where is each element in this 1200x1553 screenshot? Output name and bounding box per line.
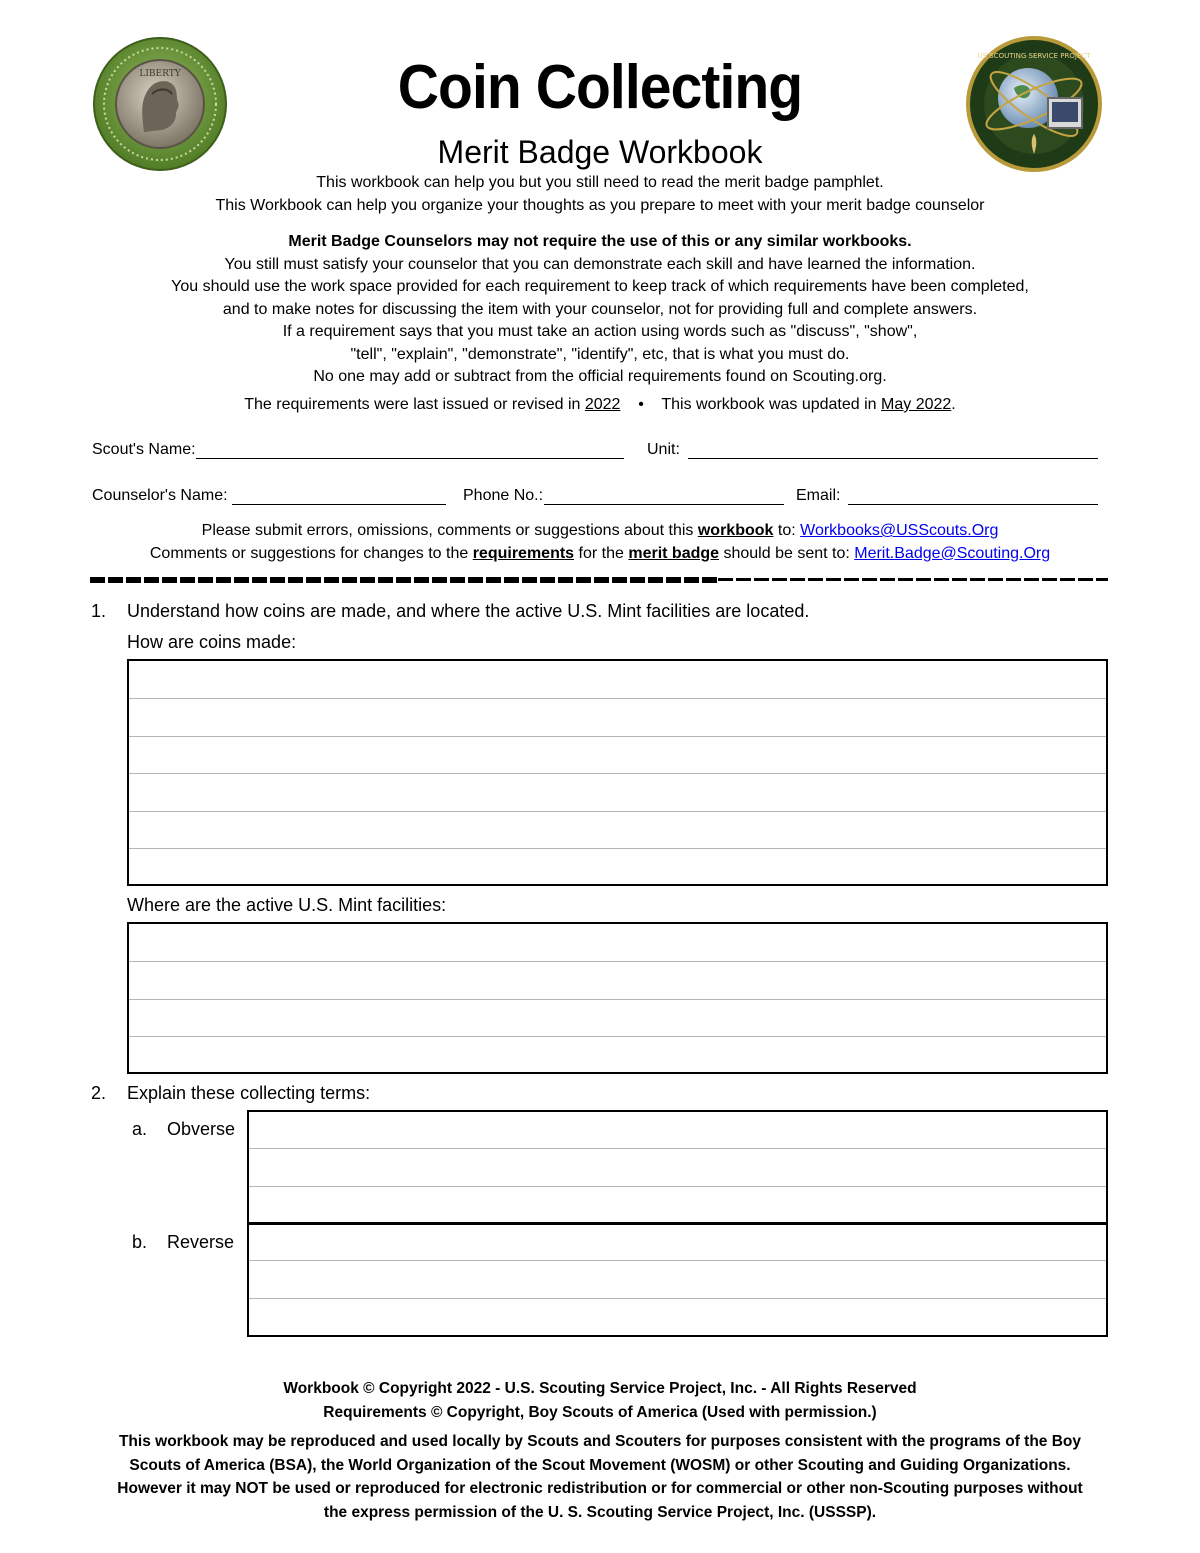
phone-field[interactable] xyxy=(544,504,784,505)
revised-year: 2022 xyxy=(584,396,621,413)
writing-line xyxy=(129,1036,1106,1037)
term-a-letter: a. xyxy=(132,1119,148,1139)
writing-line xyxy=(129,698,1106,699)
writing-line xyxy=(129,773,1106,774)
answer-box-obverse[interactable] xyxy=(247,1110,1108,1225)
requirement-2-number: 2. xyxy=(91,1083,107,1103)
writing-line xyxy=(129,999,1106,1000)
notice-heading: Merit Badge Counselors may not require the use of this or any similar workbooks. xyxy=(288,233,912,250)
intro-line: This Workbook can help you organize your thoughts as you prepare to meet with your merit badge counselor xyxy=(215,196,985,214)
requirement-1-question-2: Where are the active U.S. Mint facilities: xyxy=(127,895,447,915)
notice-line: and to make notes for discussing the item with your counselor, not for providing full and complete answers. xyxy=(222,300,978,318)
writing-line xyxy=(129,736,1106,737)
license-notice xyxy=(0,1430,1200,1524)
contact-line-workbook: Please submit errors, omissions, comments or suggestions about this workbook to: Workbooks@USScouts.Org xyxy=(201,522,999,539)
copyright-line: Workbook © Copyright 2022 - U.S. Scouting Service Project, Inc. - All Rights Reserved xyxy=(283,1380,917,1397)
email-label: Email: xyxy=(796,487,841,504)
writing-line xyxy=(129,961,1106,962)
unit-label: Unit: xyxy=(647,441,680,458)
answer-box-how-coins-made[interactable] xyxy=(127,659,1108,886)
answer-box-reverse[interactable] xyxy=(247,1222,1108,1337)
license-line: This workbook may be reproduced and used locally by Scouts and Scouters for purposes consistent with the programs of the Boy xyxy=(118,1433,1082,1450)
workbooks-email-link[interactable]: Workbooks@USScouts.Org xyxy=(800,522,999,539)
writing-line xyxy=(249,1260,1106,1261)
scout-name-label: Scout's Name: xyxy=(92,441,196,458)
notice-line: You still must satisfy your counselor that you can demonstrate each skill and have learned the information. xyxy=(224,255,976,273)
copyright-notice xyxy=(0,1377,1200,1424)
intro-line: This workbook can help you but you still need to read the merit badge pamphlet. xyxy=(316,174,884,191)
answer-box-mint-facilities[interactable] xyxy=(127,922,1108,1074)
page-subtitle: Merit Badge Workbook xyxy=(437,134,763,170)
term-obverse-label: Obverse xyxy=(167,1119,236,1139)
requirement-1-number: 1. xyxy=(91,601,107,621)
page-title: Coin Collecting xyxy=(397,53,803,122)
license-line: However it may NOT be used or reproduced for electronic redistribution or for commercial or other non-Scouting purposes without xyxy=(117,1480,1083,1497)
unit-field[interactable] xyxy=(688,458,1098,459)
contact-info xyxy=(0,520,1200,565)
requirement-1-text: Understand how coins are made, and where the active U.S. Mint facilities are located. xyxy=(127,601,810,621)
counselor-name-label: Counselor's Name: xyxy=(92,487,228,504)
term-b-letter: b. xyxy=(132,1232,148,1252)
section-divider xyxy=(718,578,1108,581)
notice-line: "tell", "explain", "demonstrate", "identify", etc, that is what you must do. xyxy=(350,345,850,363)
contact-line-requirements: Comments or suggestions for changes to the requirements for the merit badge should be sent to: Merit.Badge@Scouting.Org xyxy=(149,544,1051,562)
counselor-name-field[interactable] xyxy=(232,504,446,505)
notice-line: You should use the work space provided for each requirement to keep track of which requirements have been completed, xyxy=(171,278,1029,295)
writing-line xyxy=(129,811,1106,812)
writing-line xyxy=(249,1298,1106,1299)
intro-text xyxy=(0,172,1200,217)
notice-line: If a requirement says that you must take an action using words such as "discuss", "show", xyxy=(282,323,918,340)
writing-line xyxy=(249,1186,1106,1187)
phone-label: Phone No.: xyxy=(463,487,544,504)
merit-badge-email-link[interactable]: Merit.Badge@Scouting.Org xyxy=(854,544,1051,562)
license-line: Scouts of America (BSA), the World Organization of the Scout Movement (WOSM) or other Scouting and Guiding Organizations. xyxy=(129,1456,1071,1474)
revision-info: The requirements were last issued or revised in 2022 • This workbook was updated in May 2022. xyxy=(244,396,956,413)
term-reverse-label: Reverse xyxy=(167,1232,235,1252)
svg-text:US SCOUTING SERVICE PROJECT: US SCOUTING SERVICE PROJECT xyxy=(977,52,1091,60)
notice-line: No one may add or subtract from the official requirements found on Scouting.org. xyxy=(313,368,887,385)
bullet: • xyxy=(638,396,644,413)
license-line: the express permission of the U. S. Scouting Service Project, Inc. (USSSP). xyxy=(323,1503,877,1521)
writing-line xyxy=(249,1148,1106,1149)
scout-name-field[interactable] xyxy=(196,458,624,459)
updated-date: May 2022 xyxy=(881,396,952,413)
copyright-line: Requirements © Copyright, Boy Scouts of America (Used with permission.) xyxy=(323,1403,877,1421)
section-divider xyxy=(90,577,718,583)
svg-text:LIBERTY: LIBERTY xyxy=(139,69,181,79)
writing-line xyxy=(129,848,1106,849)
requirement-1-question-1: How are coins made: xyxy=(127,632,297,652)
requirement-2-text: Explain these collecting terms: xyxy=(127,1083,371,1103)
email-field[interactable] xyxy=(848,504,1098,505)
counselor-notice xyxy=(0,231,1200,389)
